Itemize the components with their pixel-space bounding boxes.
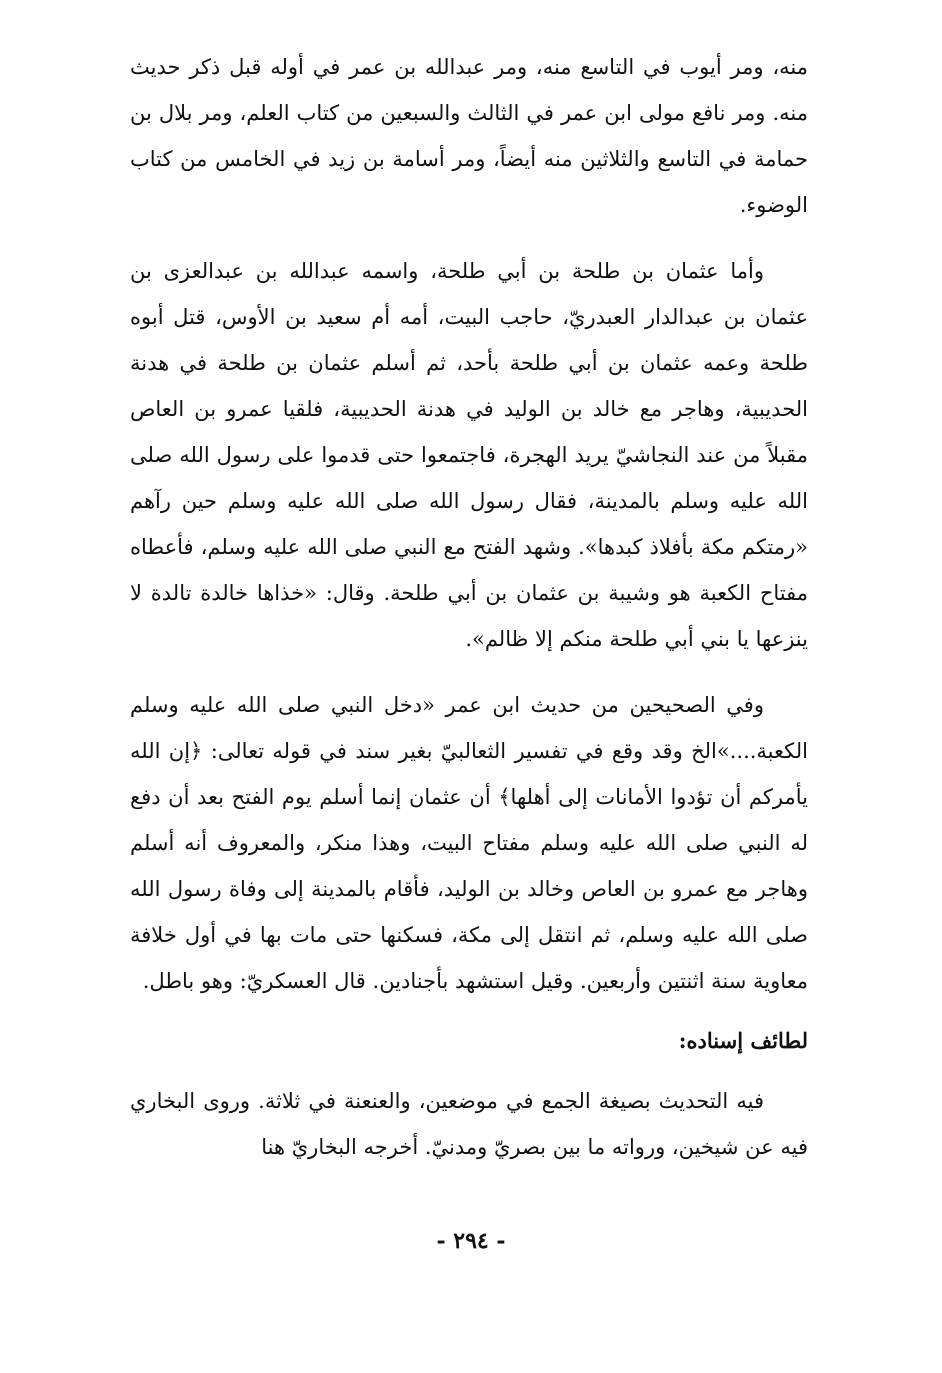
page-body: [130, 44, 808, 1170]
paragraph-uthman-biography: وأما عثمان بن طلحة بن أبي طلحة، واسمه عبدالله بن عبدالعزى بن عثمان بن عبدالدار العبدريّ، حاجب البيت، أمه أم سعيد بن الأوس، قتل أبوه طلحة وعمه عثمان بن أبي طلحة بأحد، ثم أسلم عثمان بن طلحة في هدنة الحديبية، وهاجر مع خالد بن الوليد في هدنة الحديبية، فلقيا عمرو بن العاص مقبلاً من عند النجاشيّ يريد الهجرة، فاجتمعوا حتى قدموا على رسول الله صلى الله عليه وسلم بالمدينة، فقال رسول الله صلى الله عليه وسلم حين رآهم «رمتكم مكة بأفلاذ كبدها». وشهد الفتح مع النبي صلى الله عليه وسلم، فأعطاه مفتاح الكعبة هو وشيبة بن عثمان بن أبي طلحة. وقال: «خذاها خالدة تالدة لا ينزعها يا بني أبي طلحة منكم إلا ظالم».: [130, 259, 808, 651]
page-number: - ٢٩٤ -: [436, 1228, 506, 1254]
section-heading: لطائف إسناده:: [678, 1028, 808, 1053]
paragraph-narrators-continued: منه، ومر أيوب في التاسع منه، ومر عبدالله بن عمر في أوله قبل ذكر حديث منه. ومر نافع مولى ابن عمر في الثالث والسبعين من كتاب العلم، ومر بلال بن حمامة في التاسع والثلاثين منه أيضاً، ومر أسامة بن زيد في الخامس من كتاب الوضوء.: [130, 55, 808, 217]
paragraph-isnad-notes: فيه التحديث بصيغة الجمع في موضعين، والعنعنة في ثلاثة. وروى البخاري فيه عن شيخين، ورواته ما بين بصريّ ومدنيّ. أخرجه البخاريّ هنا: [130, 1089, 808, 1159]
paragraph-sahihayn-hadith: وفي الصحيحين من حديث ابن عمر «دخل النبي صلى الله عليه وسلم الكعبة....»الخ وقد وقع في تفسير الثعالبيّ بغير سند في قوله تعالى: ﴿إن الله يأمركم أن تؤدوا الأمانات إلى أهلها﴾ أن عثمان إنما أسلم يوم الفتح بعد أن دفع له النبي صلى الله عليه وسلم مفتاح البيت، وهذا منكر، والمعروف أنه أسلم وهاجر مع عمرو بن العاص وخالد بن الوليد، فأقام بالمدينة إلى وفاة رسول الله صلى الله عليه وسلم، ثم انتقل إلى مكة، فسكنها حتى مات بها في أول خلافة معاوية سنة اثنتين وأربعين. وقيل استشهد بأجنادين. قال العسكريّ: وهو باطل.: [130, 693, 808, 993]
